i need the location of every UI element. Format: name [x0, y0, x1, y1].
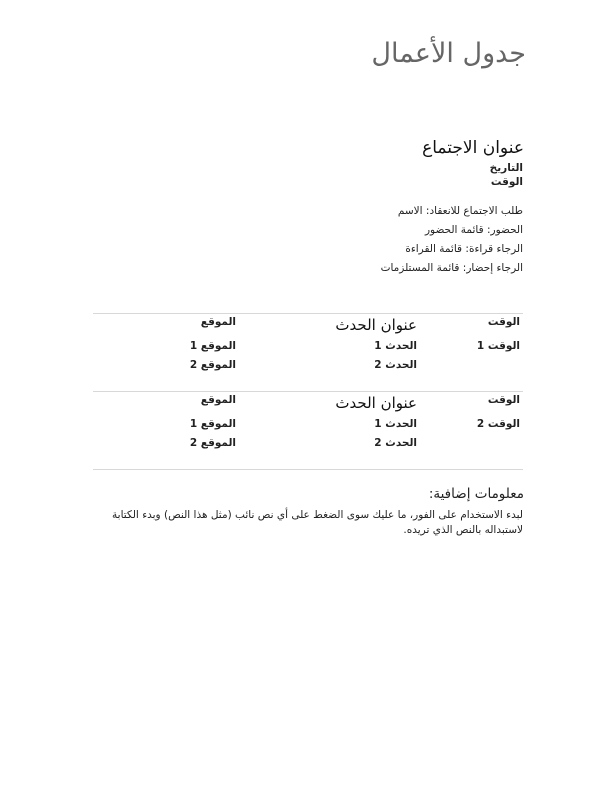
agenda-event: الحدث 2: [374, 437, 417, 449]
agenda-location: الموقع 1: [189, 418, 236, 430]
time-header: الوقت: [487, 394, 520, 406]
agenda-event: الحدث 1: [374, 340, 417, 352]
meeting-time: الوقت: [490, 176, 523, 188]
meeting-date: التاريخ: [489, 162, 523, 174]
agenda-event: الحدث 1: [374, 418, 417, 430]
divider: [93, 391, 523, 392]
agenda-location: الموقع 2: [189, 437, 236, 449]
please-bring: الرجاء إحضار: قائمة المستلزمات: [380, 262, 523, 274]
time-header: الوقت: [487, 316, 520, 328]
event-header: عنوان الحدث: [335, 394, 417, 412]
event-header: عنوان الحدث: [335, 316, 417, 334]
divider: [93, 313, 523, 314]
agenda-location: الموقع 2: [189, 359, 236, 371]
location-header: الموقع: [200, 394, 236, 406]
divider: [93, 469, 523, 470]
additional-info-heading: معلومات إضافية:: [428, 486, 524, 502]
attendees: الحضور: قائمة الحضور: [424, 224, 523, 236]
agenda-time: الوقت 2: [476, 418, 520, 430]
agenda-location: الموقع 1: [189, 340, 236, 352]
please-read: الرجاء قراءة: قائمة القراءة: [405, 243, 523, 255]
agenda-event: الحدث 2: [374, 359, 417, 371]
meeting-title: عنوان الاجتماع: [422, 138, 524, 158]
called-by: طلب الاجتماع للانعقاد: الاسم: [397, 205, 523, 217]
document-title: جدول الأعمال: [371, 38, 526, 69]
agenda-time: الوقت 1: [476, 340, 520, 352]
additional-info-text: لبدء الاستخدام على الفور، ما عليك سوى الضغط على أي نص نائب (مثل هذا النص) وبدء الكتابة لاستبداله بالنص الذي تريده.: [112, 509, 523, 536]
location-header: الموقع: [200, 316, 236, 328]
